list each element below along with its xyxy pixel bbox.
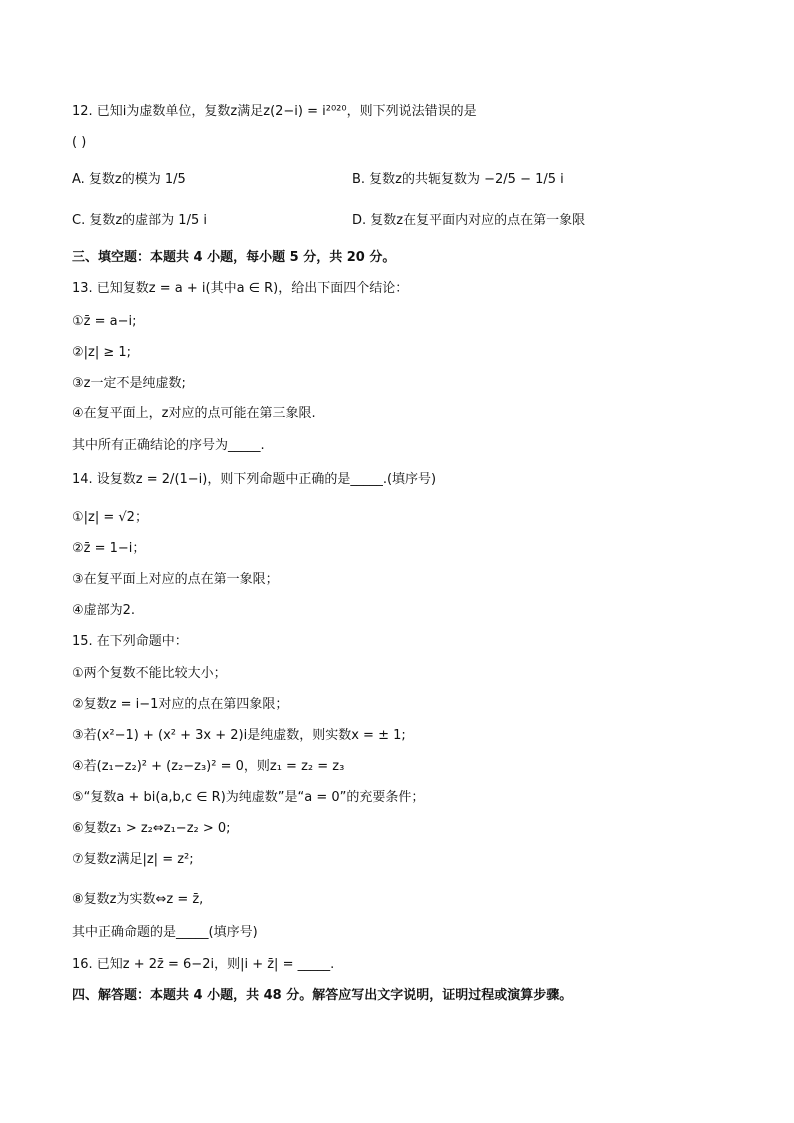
q15-item: ④若(z₁−z₂)² + (z₂−z₃)² = 0，则z₁ = z₂ = z₃ bbox=[72, 759, 345, 774]
q12-stem: 12. 已知i为虚数单位，复数z满足z(2−i) = i²⁰²⁰，则下列说法错误的是 bbox=[72, 104, 477, 119]
q13-item: ③z一定不是纯虚数; bbox=[72, 376, 186, 391]
section3-heading: 三、填空题：本题共 4 小题，每小题 5 分，共 20 分。 bbox=[72, 250, 396, 265]
q15-item: ③若(x²−1) + (x² + 3x + 2)i是纯虚数，则实数x = ± 1; bbox=[72, 728, 406, 743]
q15-item: ⑤“复数a + bi(a,b,c ∈ R)为纯虚数”是“a = 0”的充要条件； bbox=[72, 790, 425, 805]
q12-option-d: D. 复数z在复平面内对应的点在第一象限 bbox=[352, 213, 586, 228]
q12-answer-paren: ( ) bbox=[72, 135, 87, 150]
q14-stem: 14. 设复数z = 2/(1−i)，则下列命题中正确的是_____.(填序号) bbox=[72, 472, 437, 487]
q15-item: ①两个复数不能比较大小； bbox=[72, 666, 227, 681]
q14-item: ①|z| = √2； bbox=[72, 510, 148, 525]
q12-option-c: C. 复数z的虚部为 1/5 i bbox=[72, 213, 207, 228]
q13-item: ④在复平面上，z对应的点可能在第三象限. bbox=[72, 406, 316, 421]
section4-heading: 四、解答题：本题共 4 小题，共 48 分。解答应写出文字说明，证明过程或演算步骤。 bbox=[72, 988, 573, 1003]
q14-item: ③在复平面上对应的点在第一象限； bbox=[72, 572, 279, 587]
q15-ending: 其中正确命题的是_____(填序号) bbox=[72, 925, 258, 940]
q14-item: ④虚部为2. bbox=[72, 603, 136, 618]
q12-option-a: A. 复数z的模为 1/5 bbox=[72, 172, 186, 187]
q15-item: ②复数z = i−1对应的点在第四象限； bbox=[72, 697, 289, 712]
q13-ending: 其中所有正确结论的序号为_____. bbox=[72, 438, 265, 453]
q14-item: ②z̄ = 1−i； bbox=[72, 541, 146, 556]
q13-item: ①z̄ = a−i; bbox=[72, 314, 137, 329]
q16-stem: 16. 已知z + 2z̄ = 6−2i，则|i + z̄| = _____. bbox=[72, 957, 335, 972]
q13-item: ②|z| ≥ 1; bbox=[72, 345, 132, 360]
q12-option-b: B. 复数z的共轭复数为 −2/5 − 1/5 i bbox=[352, 172, 564, 187]
q15-stem: 15. 在下列命题中： bbox=[72, 634, 188, 649]
q15-item: ⑥复数z₁ > z₂⇔z₁−z₂ > 0; bbox=[72, 821, 231, 836]
q13-stem: 13. 已知复数z = a + i(其中a ∈ R)，给出下面四个结论： bbox=[72, 281, 409, 296]
q15-item: ⑦复数z满足|z| = z²; bbox=[72, 852, 194, 867]
q15-item: ⑧复数z为实数⇔z = z̄, bbox=[72, 892, 204, 907]
